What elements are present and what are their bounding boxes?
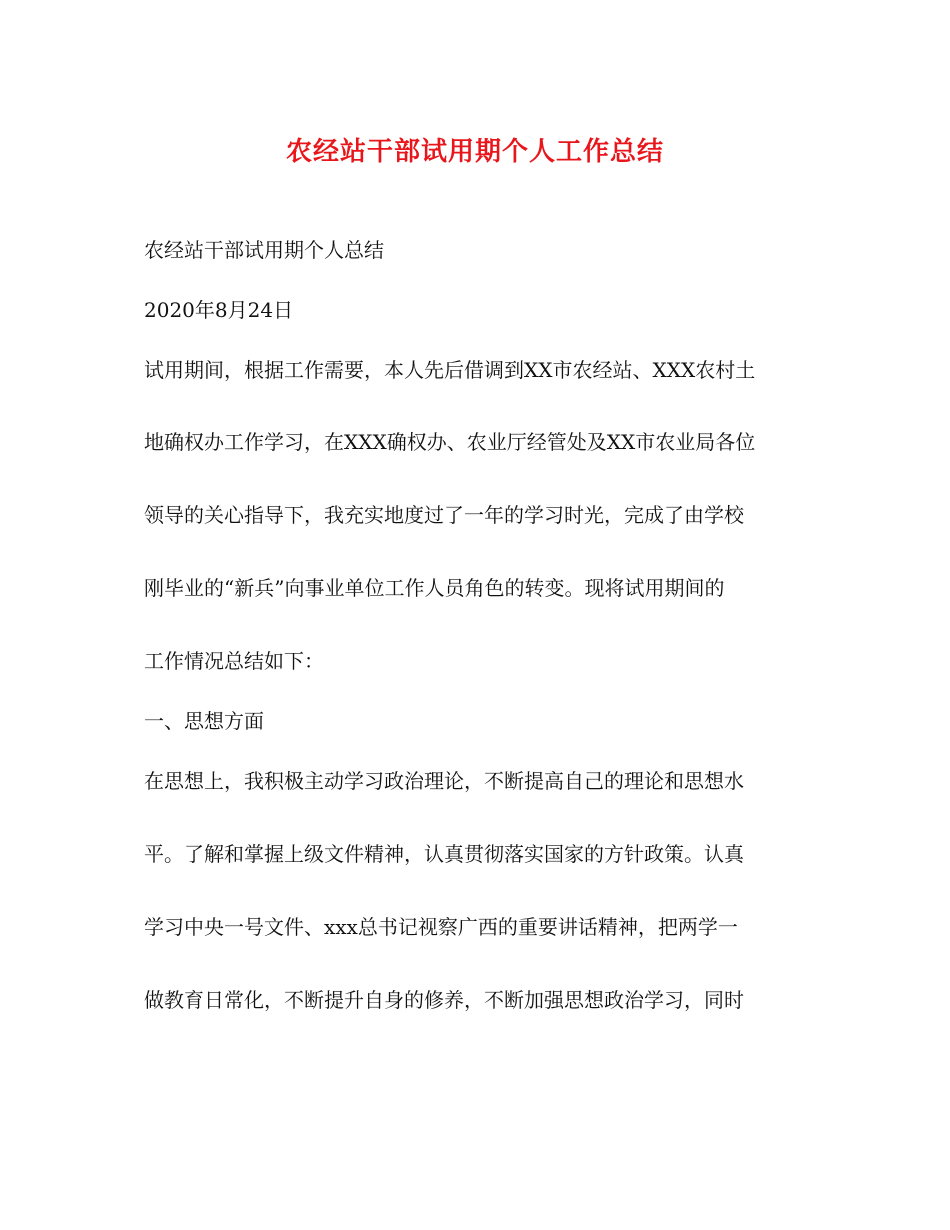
- subtitle-line: 农经站干部试用期个人总结: [144, 238, 384, 262]
- paragraph-line: 地确权办工作学习，在XXX确权办、农业厅经管处及XX市农业局各位: [144, 430, 756, 454]
- document-title: 农经站干部试用期个人工作总结: [285, 137, 664, 167]
- paragraph-line: 试用期间，根据工作需要，本人先后借调到XX市农经站、XXX农村土: [144, 358, 756, 382]
- paragraph-line: 做教育日常化，不断提升自身的修养，不断加强思想政治学习，同时: [144, 988, 744, 1012]
- paragraph-line: 学习中央一号文件、xxx总书记视察广西的重要讲话精神，把两学一: [144, 915, 738, 939]
- paragraph-line: 平。了解和掌握上级文件精神，认真贯彻落实国家的方针政策。认真: [144, 842, 744, 866]
- paragraph-line: 刚毕业的“新兵”向事业单位工作人员角色的转变。现将试用期间的: [144, 576, 725, 600]
- section-heading: 一、思想方面: [144, 709, 264, 733]
- paragraph-line: 工作情况总结如下：: [144, 649, 324, 673]
- paragraph-line: 领导的关心指导下，我充实地度过了一年的学习时光，完成了由学校: [144, 503, 744, 527]
- paragraph-line: 在思想上，我积极主动学习政治理论，不断提高自己的理论和思想水: [144, 769, 744, 793]
- date-line: 2020年8月24日: [144, 298, 294, 322]
